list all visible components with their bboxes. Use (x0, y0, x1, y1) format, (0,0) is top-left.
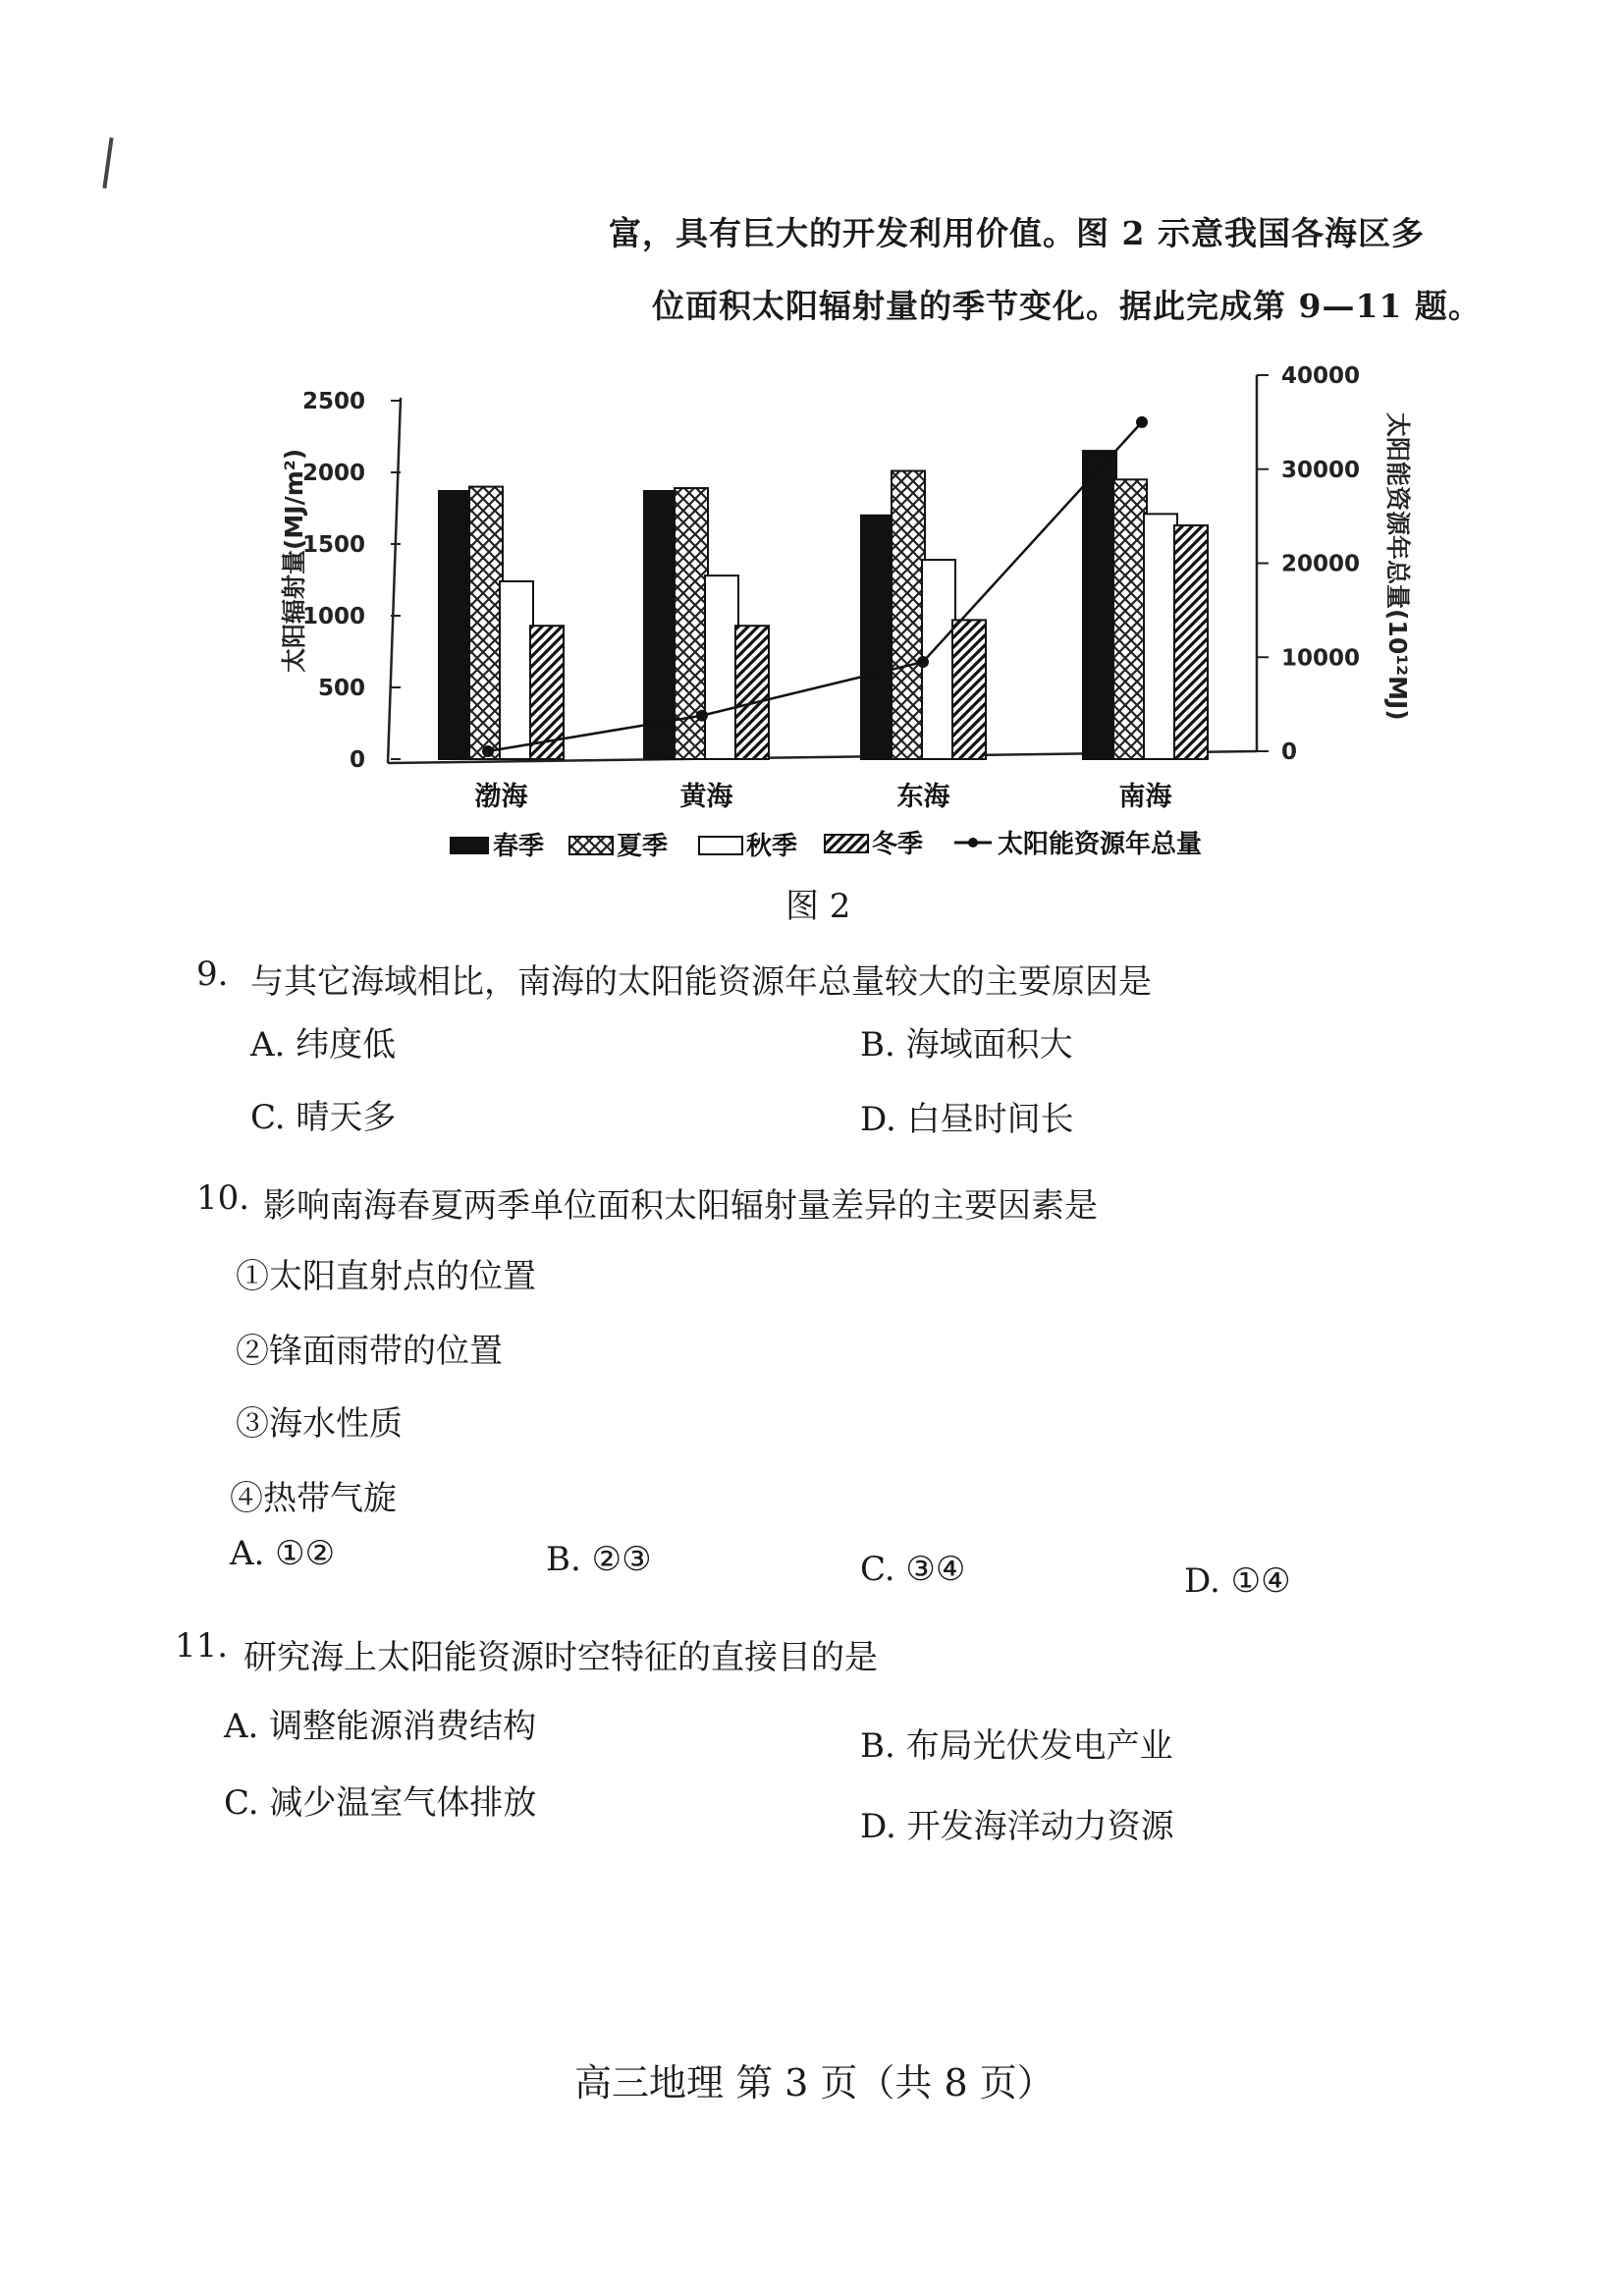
question-11-option-d: D. 开发海洋动力资源 (860, 1807, 1174, 1846)
question-10-stem: 影响南海春夏两季单位面积太阳辐射量差异的主要因素是 (263, 1186, 1098, 1226)
question-9-option-c: C. 晴天多 (250, 1098, 397, 1137)
question-11-option-c: C. 减少温室气体排放 (224, 1783, 537, 1823)
legend-label-spring: 春季 (493, 832, 545, 861)
x-category-label: 黄海 (679, 782, 733, 812)
bar-spring (1083, 451, 1116, 759)
annual-total-point (696, 710, 708, 722)
y-tick-label: 2500 (301, 389, 365, 414)
bar-autumn (1144, 514, 1177, 759)
y-tick-label: 1500 (301, 532, 365, 558)
bar-spring (644, 491, 677, 759)
question-10-item-1: ①太阳直射点的位置 (236, 1257, 536, 1296)
question-9-number: 9. (196, 955, 229, 994)
bar-summer (469, 487, 503, 759)
y2-tick-label: 10000 (1281, 645, 1361, 672)
question-9-stem: 与其它海域相比，南海的太阳能资源年总量较大的主要原因是 (250, 962, 1152, 1002)
question-10-option-b: B. ②③ (546, 1540, 652, 1579)
bar-winter (1174, 525, 1208, 759)
legend-swatch-summer (569, 837, 613, 854)
x-category-label: 东海 (896, 782, 950, 812)
annual-total-point (482, 745, 494, 757)
y-axis-left (388, 398, 401, 763)
bar-autumn (500, 581, 533, 759)
intro-line-1: 富，具有巨大的开发利用价值。图 2 示意我国各海区多 (609, 214, 1425, 252)
question-10-option-a: A. ①② (230, 1534, 336, 1573)
bar-summer (1113, 479, 1147, 759)
y-tick-label: 0 (349, 747, 365, 773)
question-10-item-3: ③海水性质 (236, 1404, 403, 1444)
bar-winter (735, 626, 769, 759)
figure-caption: 图 2 (785, 887, 851, 926)
question-10-option-d: D. ①④ (1184, 1561, 1291, 1601)
question-10-item-4: ④热带气旋 (230, 1479, 397, 1518)
bar-winter (952, 620, 986, 759)
annual-total-point (917, 656, 929, 668)
x-category-label: 渤海 (474, 782, 528, 812)
question-9-option-d: D. 白昼时间长 (860, 1100, 1074, 1139)
y2-axis-title: 太阳能资源年总量(10¹²MJ) (1383, 412, 1412, 721)
question-11-number: 11. (175, 1626, 229, 1666)
x-category-label: 南海 (1118, 782, 1172, 812)
question-11-option-a: A. 调整能源消费结构 (224, 1707, 537, 1746)
y2-tick-label: 0 (1281, 739, 1298, 765)
question-10-option-c: C. ③④ (860, 1550, 966, 1589)
question-10-number: 10. (196, 1178, 250, 1218)
legend-label-autumn: 秋季 (746, 832, 798, 861)
legend-marker-line (968, 838, 978, 847)
y2-tick-label: 40000 (1281, 363, 1361, 389)
legend-label-line: 太阳能资源年总量 (998, 830, 1203, 859)
question-9-option-b: B. 海域面积大 (860, 1025, 1073, 1065)
legend-swatch-winter (825, 835, 868, 852)
y2-tick-label: 20000 (1281, 551, 1361, 577)
bar-spring (439, 491, 472, 759)
question-11-option-b: B. 布局光伏发电产业 (860, 1726, 1173, 1766)
y-axis-title: 太阳辐射量(MJ/m²) (280, 448, 308, 673)
bar-summer (892, 471, 925, 759)
question-10-item-2: ②锋面雨带的位置 (236, 1332, 503, 1371)
question-9-option-a: A. 纬度低 (250, 1025, 397, 1065)
legend-label-summer: 夏季 (617, 832, 669, 861)
annual-total-point (1136, 416, 1148, 428)
page-footer: 高三地理 第 3 页（共 8 页） (574, 2061, 1055, 2105)
legend-label-winter: 冬季 (872, 830, 924, 859)
intro-line-2: 位面积太阳辐射量的季节变化。据此完成第 9—11 题。 (652, 287, 1482, 325)
legend-swatch-spring (450, 837, 489, 854)
y-tick-label: 500 (317, 676, 365, 701)
annual-total-line (488, 422, 1142, 751)
y2-tick-label: 30000 (1281, 457, 1361, 483)
y-tick-label: 1000 (301, 604, 365, 629)
chart-legend (450, 829, 1202, 861)
y-tick-label: 2000 (301, 461, 365, 486)
scan-edge-mark (102, 137, 113, 189)
question-11-stem: 研究海上太阳能资源时空特征的直接目的是 (243, 1638, 878, 1677)
legend-swatch-autumn (699, 837, 742, 854)
bar-spring (861, 516, 894, 759)
bar-autumn (705, 575, 738, 759)
